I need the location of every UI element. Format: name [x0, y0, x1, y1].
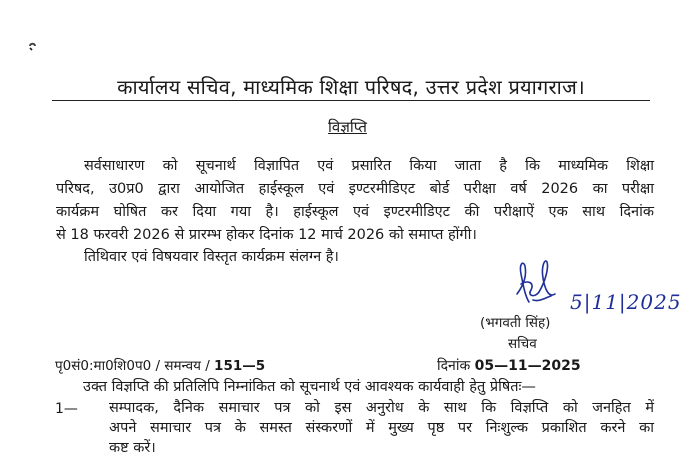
body-line: सर्वसाधारण को सूचनार्थ विज्ञापित एवं प्रसारित किया जाता है कि माध्यमिक शिक्षा — [84, 158, 654, 174]
body-line: परिषद, उ0प्र0 द्वारा आयोजित हाईस्कूल एवं इण्टरमीडिएट बोर्ड परीक्षा वर्ष 2026 का परीक्षा — [56, 181, 654, 197]
notice-body — [56, 155, 654, 247]
signer-title: सचिव — [508, 336, 537, 352]
list-item-line: सम्पादक, दैनिक समाचार पत्र को इस अनुरोध के साथ कि विज्ञप्ति को जनहित में — [109, 400, 654, 416]
issue-date — [437, 356, 581, 375]
list-item — [109, 398, 654, 458]
reference-number — [55, 356, 265, 374]
list-item-number: 1— — [55, 401, 78, 417]
body-line: से 18 फरवरी 2026 से प्रारम्भ होकर दिनांक 12 मार्च 2026 को समाप्त होंगी। — [56, 227, 477, 243]
signature-date: 5|11|2025 — [570, 290, 682, 314]
copy-to-line: उक्त विज्ञप्ति की प्रतिलिपि निम्नांकित को सूचनार्थ एवं आवश्यक कार्यवाही हेतु प्रेषितः— — [83, 379, 536, 395]
date-label: दिनांक — [437, 358, 475, 374]
list-item-line: अपने समाचार पत्र के समस्त संस्करणों में मुख्य पृष्ठ पर निःशुल्क प्रकाशित करने का — [109, 420, 654, 436]
notice-attachment-line: तिथिवार एवं विषयवार विस्तृत कार्यक्रम संलग्न है। — [84, 249, 339, 265]
list-item-line: कष्ट करें। — [109, 440, 156, 456]
notice-title: विज्ञप्ति — [328, 118, 367, 136]
reference-value: 151—5 — [214, 358, 266, 374]
body-line: कार्यक्रम घोषित कर दिया गया है। हाईस्कूल एवं इण्टरमीडिएट की परीक्षाऐं एक साथ दिनांक — [56, 204, 654, 220]
office-heading: कार्यालय सचिव, माध्यमिक शिक्षा परिषद, उत्तर प्रदेश प्रयागराज। — [52, 74, 650, 101]
reference-prefix: पृ0सं0:मा0शि0प0 / समन्वय / — [55, 358, 215, 374]
date-value: 05—11—2025 — [474, 358, 581, 374]
scan-mark-icon — [28, 42, 37, 53]
signer-name: (भगवती सिंह) — [480, 315, 551, 331]
